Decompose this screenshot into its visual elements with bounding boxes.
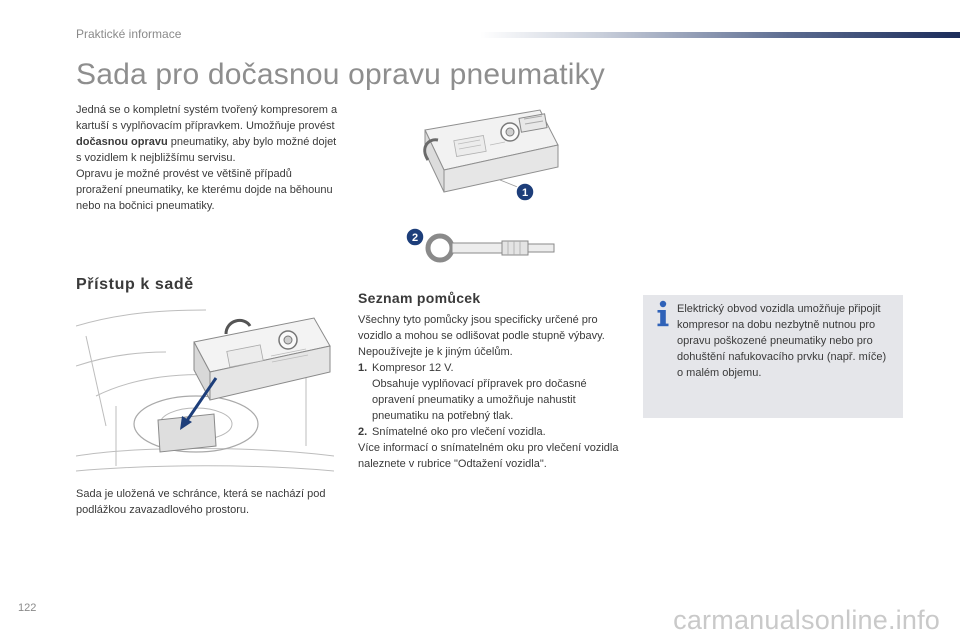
intro-paragraph-1 bbox=[76, 102, 341, 166]
list-item bbox=[358, 424, 620, 440]
intro-paragraph-2: Opravu je možné provést ve většině případů proražení pneumatiky, ke kterému dojde na běhounu nebo na bočnici pneumatiky. bbox=[76, 168, 333, 212]
repair-kit-illustration bbox=[380, 100, 625, 270]
list-item-text bbox=[372, 360, 620, 424]
list-item-detail: Obsahuje vyplňovací přípravek pro dočasné opravení pneumatiky a umožňuje nahustit pneumatiku na potřebný tlak. bbox=[372, 378, 587, 422]
intro-text bbox=[76, 102, 341, 214]
access-heading: Přístup k sadě bbox=[76, 276, 194, 293]
list-item-title: Kompresor 12 V. bbox=[372, 362, 454, 374]
info-icon bbox=[653, 299, 673, 329]
header-gradient-bar bbox=[480, 32, 960, 38]
compressor-illustration bbox=[425, 110, 558, 192]
info-box bbox=[643, 295, 903, 418]
tools-footer: Více informací o snímatelném oku pro vlečení vozidla naleznete v rubrice "Odtažení vozidla". bbox=[358, 442, 619, 470]
towing-eye-illustration bbox=[428, 236, 554, 260]
intro-text-a: Jedná se o kompletní systém tvořený kompresorem a kartuší s vyplňovacím přípravkem. Umožňuje provést bbox=[76, 104, 338, 132]
trunk-illustration bbox=[76, 306, 334, 480]
watermark: carmanualsonline.info bbox=[673, 605, 940, 635]
callout-1-label: 1 bbox=[521, 187, 529, 199]
list-item bbox=[358, 360, 620, 424]
callout-2-label: 2 bbox=[411, 232, 419, 244]
list-item-number: 1. bbox=[358, 362, 368, 374]
page-number: 122 bbox=[18, 602, 37, 614]
callout-2 bbox=[406, 228, 424, 246]
callout-1 bbox=[516, 183, 534, 201]
list-item-number: 2. bbox=[358, 426, 368, 438]
section-header: Praktické informace bbox=[76, 27, 182, 41]
tools-list bbox=[358, 312, 620, 472]
intro-bold: dočasnou opravu bbox=[76, 136, 168, 148]
page-title: Sada pro dočasnou opravu pneumatiky bbox=[76, 58, 606, 91]
tools-heading: Seznam pomůcek bbox=[358, 290, 481, 306]
info-text: Elektrický obvod vozidla umožňuje připojit kompresor na dobu nezbytně nutnou pro opravu poškozené pneumatiky nebo pro dohuštění nafukovacího prvku (např. míče) o malém objemu. bbox=[677, 303, 887, 379]
tools-intro: Všechny tyto pomůcky jsou specificky určené pro vozidlo a mohou se odlišovat podle stupně výbavy. Nepoužívejte je k jiným účelům. bbox=[358, 314, 605, 358]
list-item-title: Snímatelné oko pro vlečení vozidla. bbox=[372, 426, 546, 438]
trunk-caption: Sada je uložená ve schránce, která se nachází pod podlážkou zavazadlového prostoru. bbox=[76, 488, 326, 516]
intro-text-b: pneumatiky, aby bylo možné dojet s vozidlem k nejbližšímu servisu. bbox=[76, 136, 337, 164]
